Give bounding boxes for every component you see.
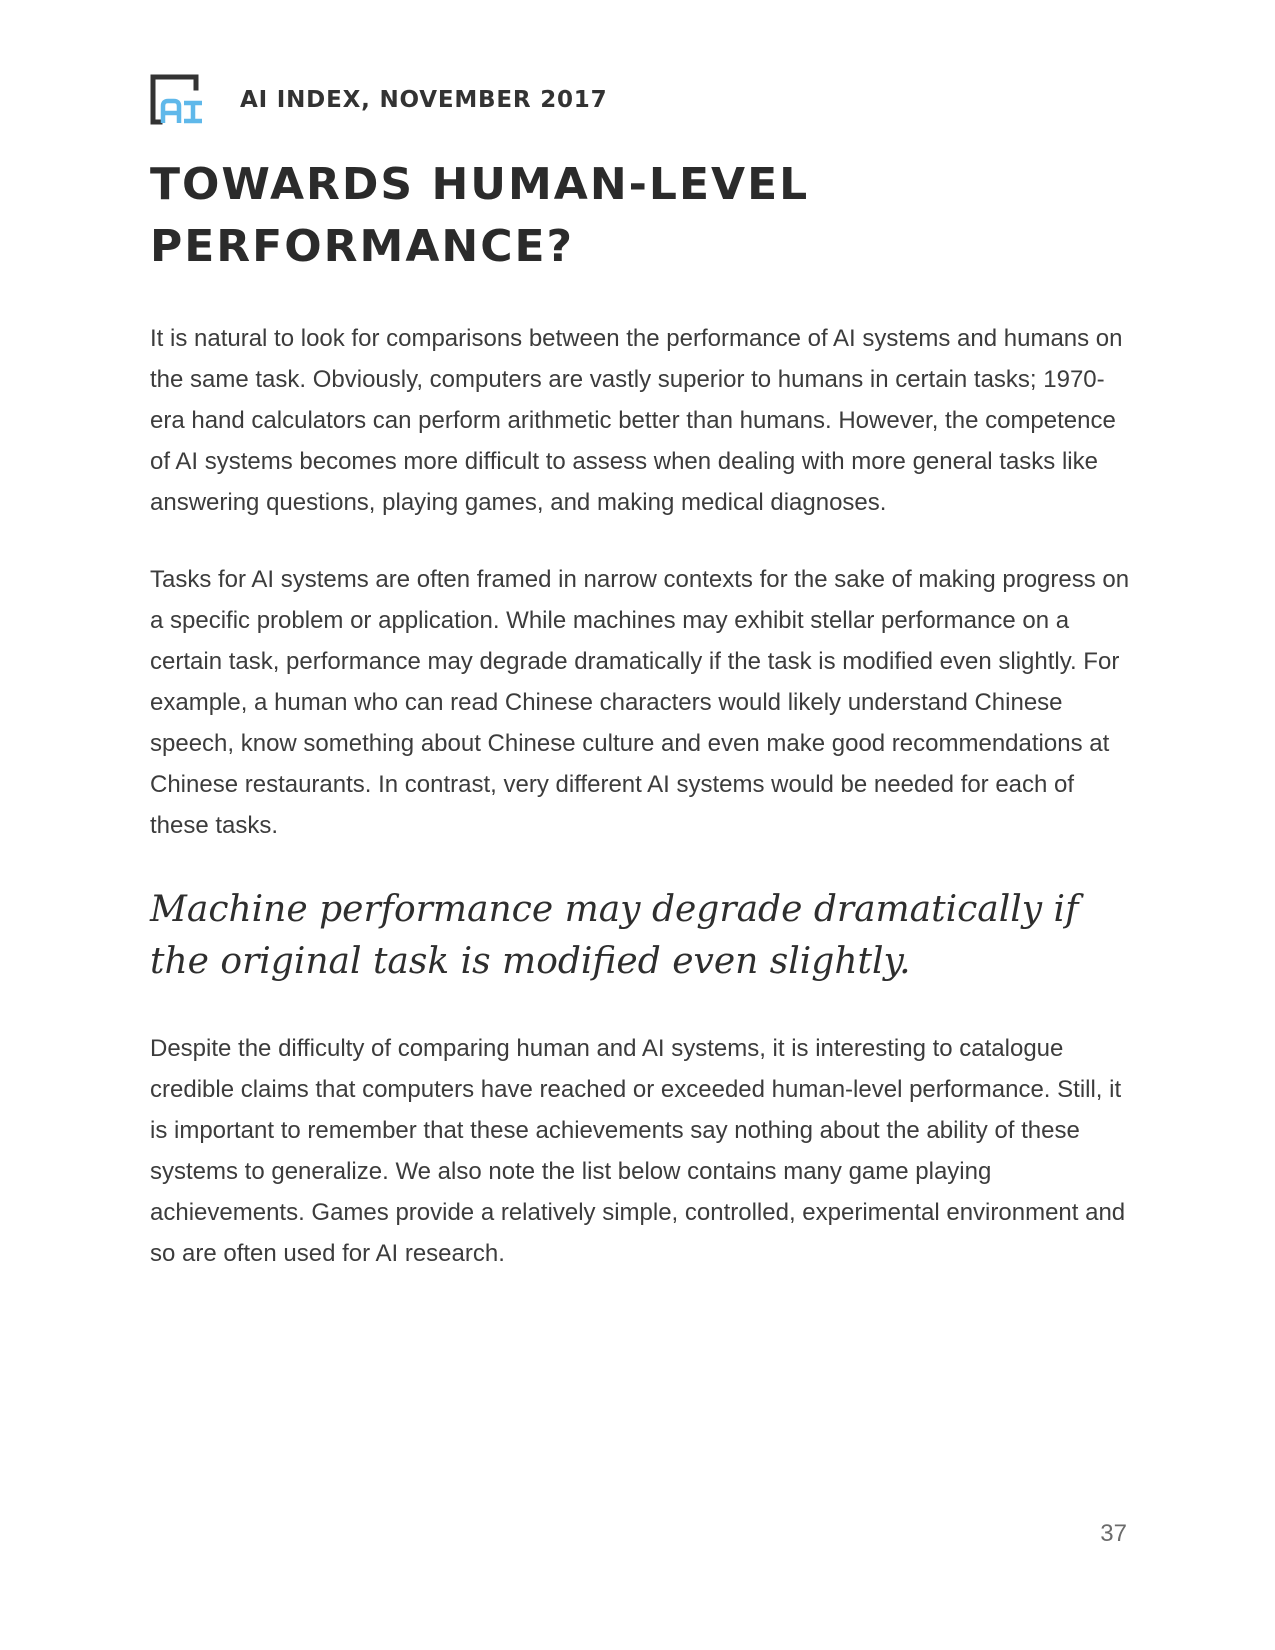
document-page — [150, 74, 1130, 1274]
page-header — [150, 74, 1130, 126]
pull-quote: Machine performance may degrade dramatically if the original task is modified even slightly. — [150, 889, 1079, 982]
body-paragraph-2: Tasks for AI systems are often framed in narrow contexts for the sake of making progress on a specific problem or application. While machines may exhibit stellar performance on a certain task, performance may degrade dramatically if the task is modified even slightly. For example, a human who can read Chinese characters would likely understand Chinese speech, know something about Chinese culture and even make good recommendations at Chinese restaurants. In contrast, very different AI systems would be needed for each of these tasks. — [150, 566, 1130, 839]
body-paragraph-3: Despite the difficulty of comparing human and AI systems, it is interesting to catalogue credible claims that computers have reached or exceeded human-level performance. Still, it is important to remember that these achievements say nothing about the ability of these systems to generalize. We also note the list below contains many game playing achievements. Games provide a relatively simple, controlled, experimental environment and so are often used for AI research. — [150, 1035, 1126, 1267]
publication-title: AI INDEX, NOVEMBER 2017 — [240, 87, 608, 113]
section-title: TOWARDS HUMAN-LEVEL PERFORMANCE? — [150, 159, 810, 272]
ai-index-logo — [150, 74, 206, 126]
page-number: 37 — [1100, 1520, 1127, 1547]
body-paragraph-1: It is natural to look for comparisons between the performance of AI systems and humans on the same task. Obviously, computers are vastly superior to humans in certain tasks; 1970-era hand calculators can perform arithmetic better than humans. However, the competence of AI systems becomes more difficult to assess when dealing with more general tasks like answering questions, playing games, and making medical diagnoses. — [150, 325, 1123, 516]
